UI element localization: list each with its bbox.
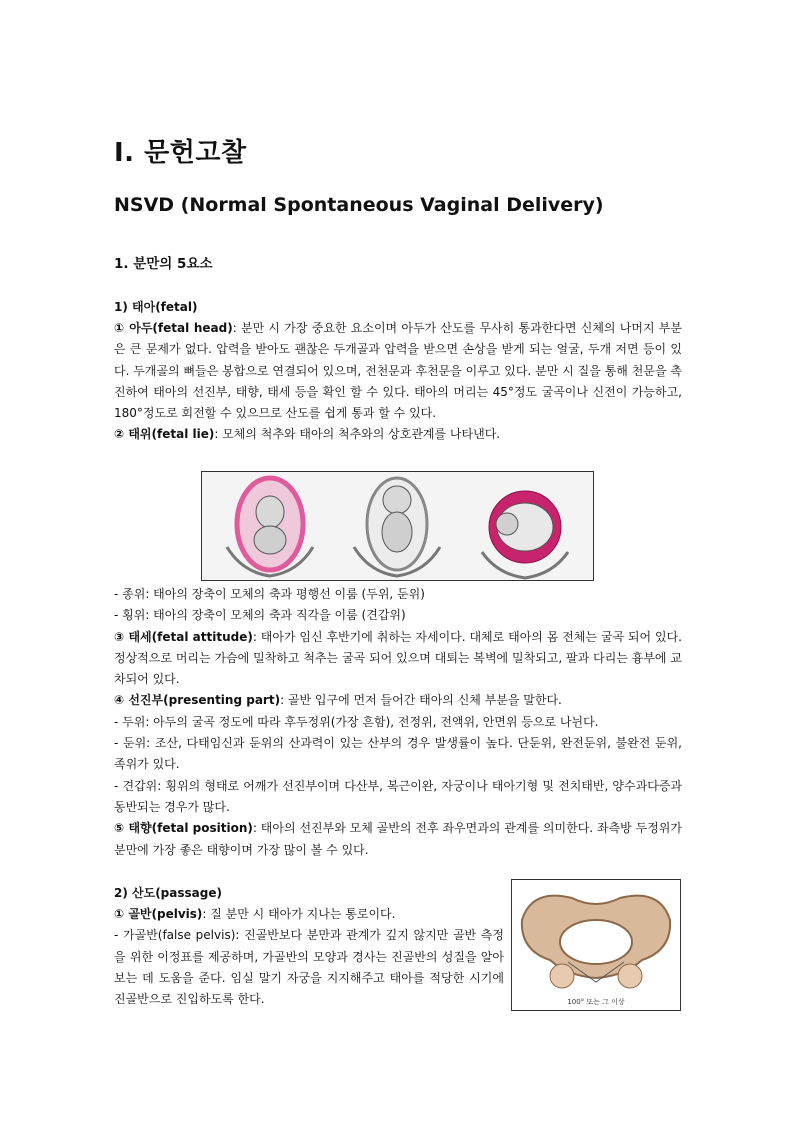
pelvis-bone-illustration: [512, 880, 680, 1010]
fetal-head-label: ① 아두(fetal head): [114, 321, 233, 335]
presenting-part-label: ④ 선진부(presenting part): [114, 693, 281, 708]
fetal-head-block: [114, 318, 682, 446]
fetal-attitude-label: ③ 태세(fetal attitude): [114, 629, 253, 644]
pelvis-illustration-2: [354, 478, 440, 576]
presenting-breech: - 둔위: 조산, 다태임신과 둔위의 산과력이 있는 산부의 경우 발생률이 높다. 단둔위, 완전둔위, 불완전 둔위, 족위가 있다.: [114, 736, 682, 772]
pelvis-figure: [511, 879, 681, 1011]
page-title: Ⅰ. 문헌고찰: [114, 138, 247, 168]
fetal-detail-block: [114, 584, 682, 861]
fetal-attitude-text: : 태아가 임신 후반기에 취하는 자세이다. 대체로 태아의 몸 전체는 굴곡 되어 있다. 정상적으로 머리는 가슴에 밀착하고 척추는 굴곡 되어 있으며 대퇴는 복벽에 밀착되고, 팔과 다리는 흉부에 교차되어 있다.: [114, 629, 682, 687]
fetal-position-label: ⑤ 태향(fetal position): [114, 821, 253, 836]
fetal-lie-illustration: [202, 472, 593, 580]
pelvis-illustration-1: [227, 478, 313, 576]
fetal-head-text: : 분만 시 가장 중요한 요소이며 아두가 산도를 무사히 통과한다면 신체의 나머지 부분은 큰 문제가 없다. 압력을 받아도 괜찮은 두개골과 압력을 받으면 손상을 받게 되는 얼굴, 두개 저면 등이 있다. 두개골의 뼈들은 봉합으로 연결되어 있으며, 전천문과 후천문을 이루고 있다. 분만 시 질을 통해 천문을 촉진하여 태아의 선진부, 태향, 태세 등을 확인 할 수 있다. 태아의 머리는 45°정도 굴곡이나 신전이 가능하고, 180°정도로 회전할 수 있으므로 산도를 쉽게 통과 할 수 있다.: [114, 321, 682, 421]
fetal-lie-label: ② 태위(fetal lie): [114, 427, 215, 442]
presenting-shoulder: - 견갑위: 횡위의 형태로 어깨가 선진부이며 다산부, 복근이완, 자궁이나 태아기형 및 전치태반, 양수과다증과 동반되는 경우가 많다.: [114, 778, 682, 814]
document-subtitle: NSVD (Normal Spontaneous Vaginal Delivery): [114, 194, 604, 216]
false-pelvis-text: - 가골반(false pelvis): 진골반보다 분만과 관계가 깊지 않지만 골반 측정을 위한 이정표를 제공하며, 가골반의 모양과 경사는 진골반의 성질을 알아보는 데 도움을 준다. 임실 말기 자궁을 지지해주고 태아를 적당한 시기에 진골반으로 진입하도록 한다.: [114, 928, 504, 1007]
pelvis-label: ① 골반(pelvis): [114, 907, 203, 921]
pelvis-figure-caption: 100° 또는 그 이상: [567, 998, 625, 1006]
passage-block: [114, 904, 504, 1010]
lie-longitudinal: - 종위: 태아의 장축이 모체의 축과 평행선 이룸 (두위, 둔위): [114, 587, 425, 601]
presenting-head: - 두위: 아두의 굴곡 정도에 따라 후두정위(가장 흔함), 전정위, 전액위, 안면위 등으로 나뉜다.: [114, 714, 599, 729]
fetal-position-text: : 태아의 선진부와 모체 골반의 전후 좌우면과의 관계를 의미한다. 좌측방 두정위가 분만에 가장 좋은 태향이며 가장 많이 볼 수 있다.: [114, 821, 682, 857]
section-heading: 1. 분만의 5요소: [114, 256, 213, 272]
fetal-heading: 1) 태아(fetal): [114, 300, 198, 314]
fetal-lie-figure: [201, 471, 594, 581]
fetal-lie-text: : 모체의 척추와 태아의 척추와의 상호관계를 나타낸다.: [214, 427, 501, 442]
passage-heading: 2) 산도(passage): [114, 886, 222, 900]
lie-transverse: - 횡위: 태아의 장축이 모체의 축과 직각을 이룸 (견갑위): [114, 608, 406, 623]
pelvis-text: : 질 분만 시 태아가 지나는 통로이다.: [202, 907, 396, 921]
presenting-part-text: : 골반 입구에 먼저 들어간 태아의 신체 부분을 말한다.: [280, 693, 562, 708]
pelvis-illustration-3: [482, 491, 568, 578]
